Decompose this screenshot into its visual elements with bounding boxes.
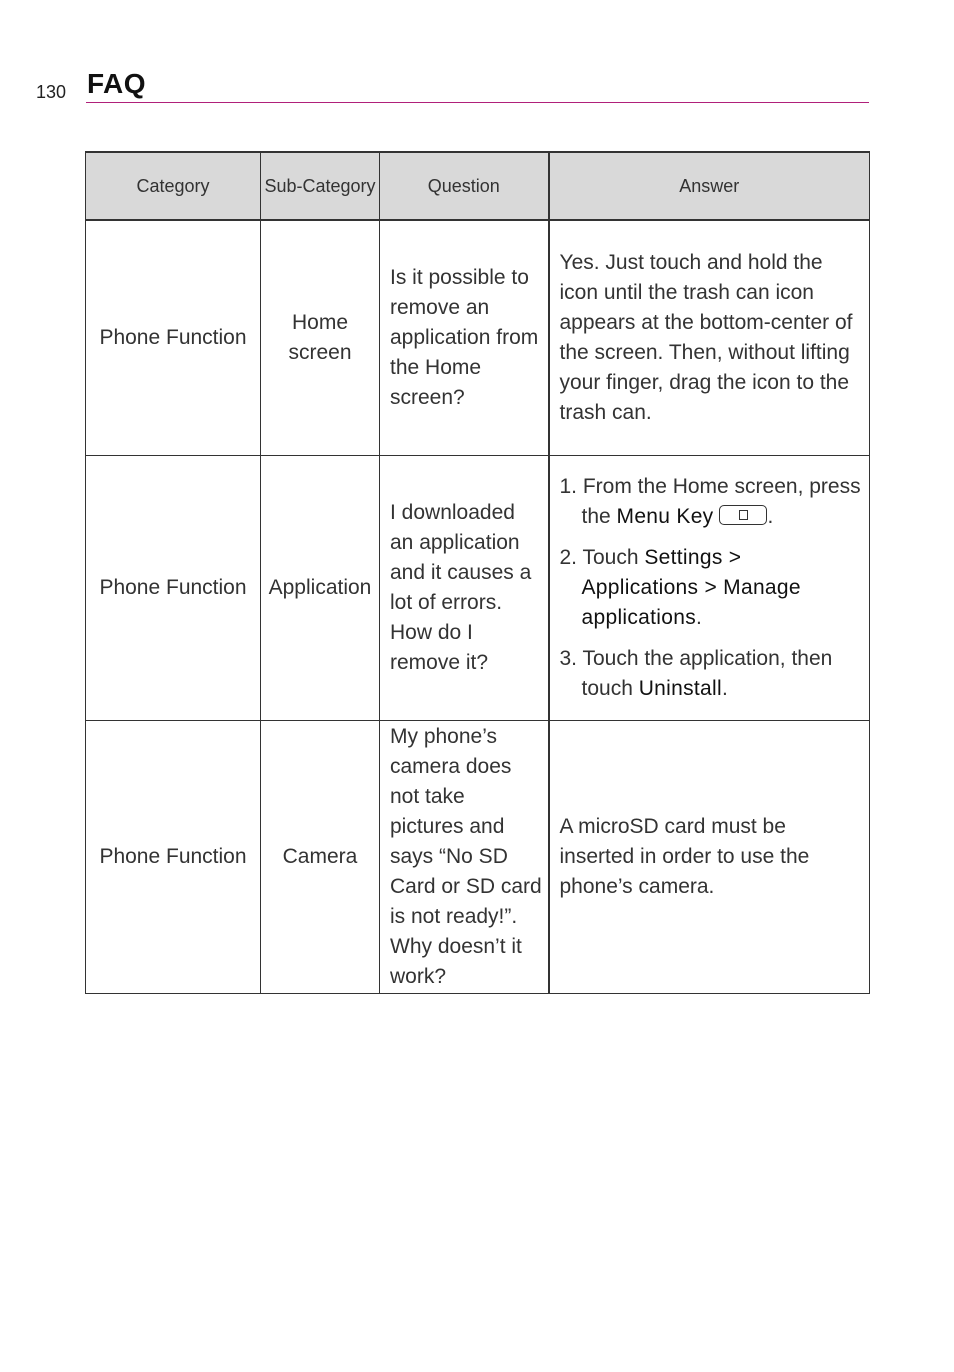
faq-table (85, 151, 870, 994)
page-number: 130 (36, 82, 67, 102)
header-category: Category (86, 152, 261, 220)
answer-cell: A microSD card must be inserted in order to use the phone’s camera. (549, 721, 870, 994)
question-cell: My phone’s camera does not take pictures and says “No SD Card or SD card is not ready!”. Why doesn’t it work? (380, 721, 549, 994)
step-text: 3. Touch the application, then touch (559, 647, 833, 700)
header-question: Question (380, 152, 549, 220)
table-row (86, 220, 870, 456)
sub-category-cell: Camera (261, 721, 380, 994)
step-emphasis: Settings > Applications > Manage applications (581, 546, 801, 629)
title-divider (86, 102, 869, 103)
question-cell: Is it possible to remove an application from the Home screen? (380, 220, 549, 456)
sub-category-cell: Application (261, 456, 380, 721)
step-emphasis: Menu Key (616, 505, 714, 528)
answer-step (560, 472, 864, 532)
step-suffix: . (696, 606, 702, 629)
header-answer: Answer (549, 152, 870, 220)
step-text: 1. From the Home screen, press the (559, 475, 861, 528)
answer-cell (549, 456, 870, 721)
header-sub-category: Sub-Category (261, 152, 380, 220)
category-cell: Phone Function (86, 456, 261, 721)
table-header-row (86, 152, 870, 220)
answer-step (560, 543, 864, 633)
sub-category-cell: Home screen (261, 220, 380, 456)
menu-key-icon (719, 505, 767, 525)
step-suffix: . (767, 505, 774, 528)
answer-step (560, 644, 864, 704)
step-emphasis: Uninstall (638, 677, 722, 700)
step-text: 2. Touch (559, 546, 645, 569)
table-row (86, 456, 870, 721)
page-title: FAQ (87, 68, 147, 99)
step-suffix: . (721, 677, 728, 700)
category-cell: Phone Function (86, 220, 261, 456)
question-cell: I downloaded an application and it causes a lot of errors. How do I remove it? (380, 456, 549, 721)
table-row (86, 721, 870, 994)
answer-cell: Yes. Just touch and hold the icon until the trash can icon appears at the bottom-center of the screen. Then, without lifting your finger, drag the icon to the trash can. (549, 220, 870, 456)
category-cell: Phone Function (86, 721, 261, 994)
